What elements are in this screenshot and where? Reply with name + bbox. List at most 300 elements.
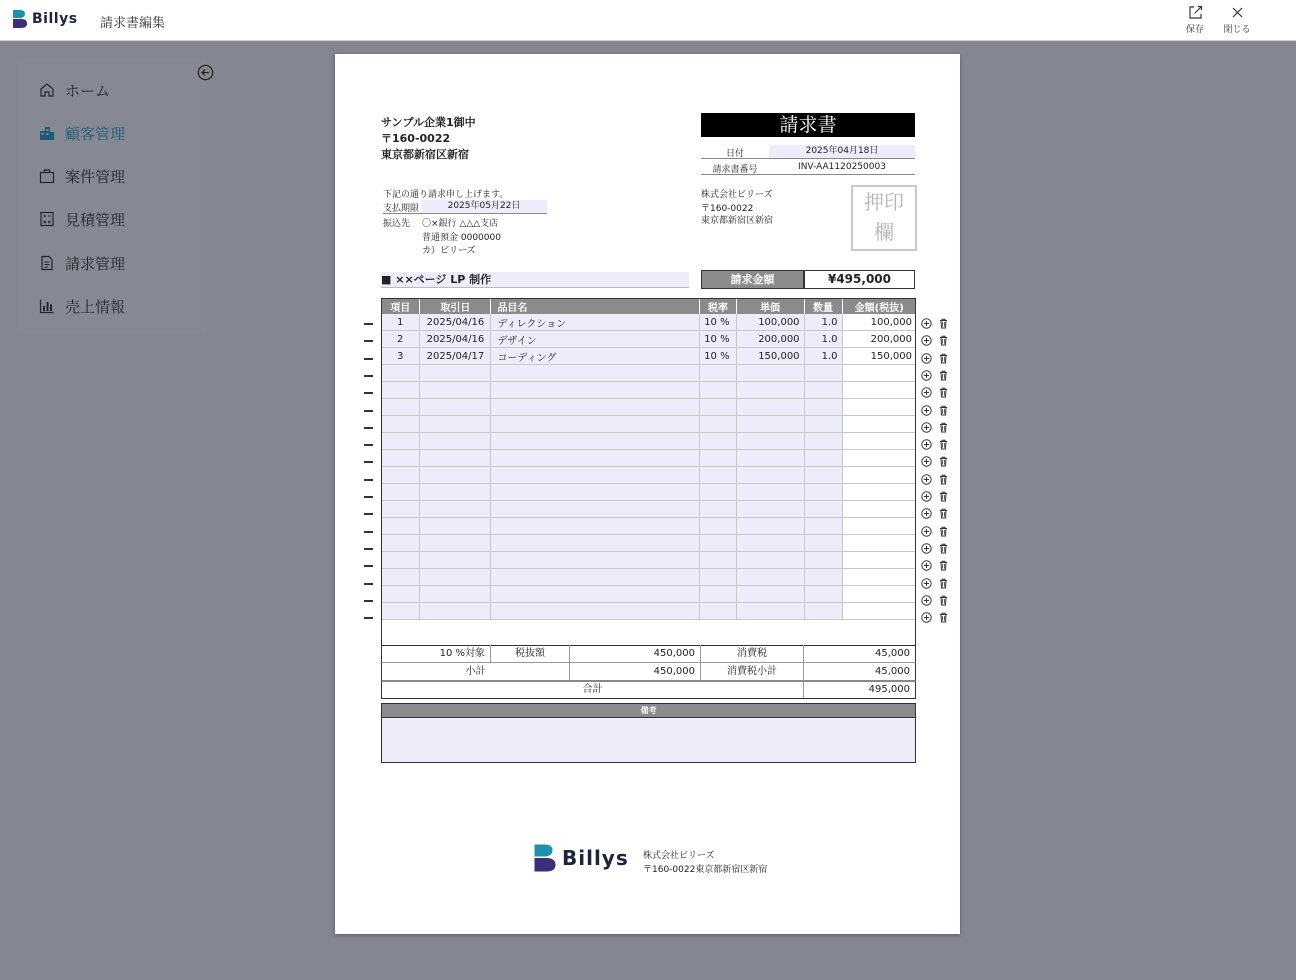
cell-tax[interactable] xyxy=(700,518,736,535)
cell-no[interactable]: 1 xyxy=(381,314,420,331)
table-row xyxy=(381,501,916,518)
cell-name[interactable] xyxy=(491,467,700,484)
cell-price[interactable] xyxy=(736,586,804,603)
footer-company: 株式会社ビリーズ xyxy=(643,851,715,861)
footer-address: 〒160-0022東京都新宿区新宿 xyxy=(643,865,768,875)
grand-total-label: 合計 xyxy=(382,682,804,698)
grand-total-value: 495,000 xyxy=(868,684,910,695)
row-actions xyxy=(921,335,949,346)
cell-date[interactable] xyxy=(420,450,491,467)
row-actions xyxy=(921,439,949,450)
add-row-icon[interactable] xyxy=(921,318,932,329)
cell-tax[interactable]: 10 % xyxy=(700,348,736,365)
bank-name: 〇×銀行 xyxy=(422,219,457,229)
row-actions xyxy=(921,474,949,485)
trash-icon[interactable] xyxy=(938,612,949,623)
table-row xyxy=(381,552,916,569)
close-button[interactable] xyxy=(1217,5,1257,35)
notes-field[interactable] xyxy=(382,717,915,762)
row-actions xyxy=(921,578,949,589)
subject-field[interactable]: ■ ××ページ LP 制作 xyxy=(381,272,689,288)
cell-date[interactable] xyxy=(420,399,491,416)
cell-date[interactable] xyxy=(420,382,491,399)
bank-line-1[interactable] xyxy=(422,216,498,229)
cell-no[interactable] xyxy=(381,603,420,620)
cell-price[interactable] xyxy=(736,535,804,552)
cell-amount[interactable] xyxy=(842,433,916,450)
cell-amount[interactable] xyxy=(842,416,916,433)
due-date-label: 支払期限 xyxy=(383,204,420,214)
add-row-icon[interactable] xyxy=(921,543,932,554)
bar-chart-icon xyxy=(39,298,55,314)
add-row-icon[interactable] xyxy=(921,439,932,450)
cell-qty[interactable] xyxy=(804,450,842,467)
trash-icon[interactable] xyxy=(938,387,949,398)
cell-no[interactable] xyxy=(381,467,420,484)
sidebar-item-label: 見積管理 xyxy=(65,210,126,229)
cell-name[interactable] xyxy=(491,484,700,501)
cell-tax[interactable] xyxy=(700,467,736,484)
cell-no[interactable] xyxy=(381,569,420,586)
sidebar-item-label: 案件管理 xyxy=(65,167,126,186)
cell-no[interactable] xyxy=(381,518,420,535)
remove-row-handle[interactable] xyxy=(364,479,373,481)
cell-date[interactable] xyxy=(420,433,491,450)
cell-price[interactable] xyxy=(736,433,804,450)
invoice-title: 請求書 xyxy=(701,113,915,137)
cell-tax[interactable]: 10 % xyxy=(700,331,736,348)
cell-amount[interactable] xyxy=(842,484,916,501)
remove-row-handle[interactable] xyxy=(364,531,373,533)
cell-name[interactable] xyxy=(491,399,700,416)
trash-icon[interactable] xyxy=(938,491,949,502)
cell-date[interactable] xyxy=(420,467,491,484)
add-row-icon[interactable] xyxy=(921,456,932,467)
cell-no[interactable] xyxy=(381,365,420,382)
brand-name: Billys xyxy=(32,11,78,27)
sidebar-item-label: ホーム xyxy=(65,81,111,100)
stamp-label-2: 欄 xyxy=(874,220,894,244)
cell-amount[interactable] xyxy=(842,450,916,467)
remove-row-handle[interactable] xyxy=(364,583,373,585)
cell-qty[interactable] xyxy=(804,416,842,433)
cell-name[interactable] xyxy=(491,569,700,586)
bank-label: 振込先 xyxy=(383,219,411,229)
row-actions xyxy=(921,595,949,606)
tax-target-label: 10 %対象 xyxy=(382,645,491,662)
row-actions xyxy=(921,318,949,329)
tax-subtotal-value: 45,000 xyxy=(875,666,910,677)
arrow-left-circle-icon xyxy=(197,64,214,81)
recipient-name[interactable]: サンプル企業1御中 xyxy=(381,116,476,129)
remove-row-handle[interactable] xyxy=(364,410,373,412)
add-row-icon[interactable] xyxy=(921,353,932,364)
line-items-table xyxy=(381,298,916,620)
cell-no[interactable] xyxy=(381,535,420,552)
page-title: 請求書編集 xyxy=(100,16,166,31)
cell-qty[interactable] xyxy=(804,501,842,518)
cell-name[interactable] xyxy=(491,450,700,467)
cell-name[interactable] xyxy=(491,433,700,450)
calculator-icon xyxy=(39,211,55,227)
cell-tax[interactable] xyxy=(700,501,736,518)
table-header-row xyxy=(381,298,916,314)
cell-no[interactable] xyxy=(381,416,420,433)
document-icon xyxy=(39,255,55,271)
cell-qty[interactable] xyxy=(804,365,842,382)
trash-icon[interactable] xyxy=(938,474,949,485)
cell-qty[interactable] xyxy=(804,467,842,484)
cell-no[interactable] xyxy=(381,501,420,518)
remove-row-handle[interactable] xyxy=(364,358,373,360)
cell-date[interactable] xyxy=(420,484,491,501)
cell-qty[interactable] xyxy=(804,569,842,586)
cell-amount[interactable] xyxy=(842,603,916,620)
cell-name[interactable]: デザイン xyxy=(491,331,700,348)
table-row xyxy=(381,603,916,620)
edit-square-icon xyxy=(1188,5,1203,20)
cell-date[interactable] xyxy=(420,416,491,433)
date-label: 日付 xyxy=(725,149,744,159)
trash-icon[interactable] xyxy=(938,456,949,467)
cell-tax[interactable] xyxy=(700,365,736,382)
trash-icon[interactable] xyxy=(938,543,949,554)
remove-row-handle[interactable] xyxy=(364,600,373,602)
cell-amount[interactable] xyxy=(842,399,916,416)
column-header: 金額(税抜) xyxy=(842,298,916,314)
close-label: 閉じる xyxy=(1223,25,1251,35)
pretax-label: 税抜額 xyxy=(491,645,570,662)
trash-icon[interactable] xyxy=(938,370,949,381)
sidebar xyxy=(19,58,207,335)
cell-date[interactable] xyxy=(420,569,491,586)
cell-qty[interactable] xyxy=(804,603,842,620)
table-row xyxy=(381,365,916,382)
cell-price[interactable] xyxy=(736,365,804,382)
cell-tax[interactable] xyxy=(700,433,736,450)
cell-tax[interactable] xyxy=(700,552,736,569)
due-date-field[interactable]: 2025年05月22日 xyxy=(421,200,547,213)
invoice-number-row xyxy=(701,161,915,175)
cell-amount[interactable] xyxy=(842,535,916,552)
add-row-icon[interactable] xyxy=(921,508,932,519)
buildings-icon xyxy=(39,125,55,141)
intro-text: 下記の通り請求申し上げます。 xyxy=(383,190,509,200)
cell-no[interactable] xyxy=(381,586,420,603)
table-row xyxy=(381,484,916,501)
cell-amount[interactable] xyxy=(842,365,916,382)
add-row-icon[interactable] xyxy=(921,612,932,623)
cell-qty[interactable] xyxy=(804,535,842,552)
cell-qty[interactable] xyxy=(804,399,842,416)
remove-row-handle[interactable] xyxy=(364,340,373,342)
cell-no[interactable] xyxy=(381,552,420,569)
trash-icon[interactable] xyxy=(938,508,949,519)
column-header: 税率 xyxy=(700,298,736,314)
bank-line-3[interactable]: カ）ビリーズ xyxy=(422,246,476,256)
table-row xyxy=(381,314,916,331)
trash-icon[interactable] xyxy=(938,318,949,329)
cell-qty[interactable] xyxy=(804,382,842,399)
row-actions xyxy=(921,387,949,398)
cell-tax[interactable] xyxy=(700,382,736,399)
column-header: 数量 xyxy=(804,298,842,314)
cell-qty[interactable]: 1.0 xyxy=(804,331,842,348)
home-icon xyxy=(39,82,55,98)
add-row-icon[interactable] xyxy=(921,387,932,398)
cell-name[interactable]: ディレクション xyxy=(491,314,700,331)
cell-qty[interactable] xyxy=(804,552,842,569)
briefcase-icon xyxy=(39,168,55,184)
cell-no[interactable] xyxy=(381,433,420,450)
add-row-icon[interactable] xyxy=(921,560,932,571)
table-row xyxy=(381,586,916,603)
cell-price[interactable] xyxy=(736,450,804,467)
sidebar-item-projects[interactable] xyxy=(39,165,125,187)
cell-no[interactable] xyxy=(381,450,420,467)
column-header: 項目 xyxy=(381,298,420,314)
row-actions xyxy=(921,612,949,623)
cell-date[interactable] xyxy=(420,586,491,603)
row-actions xyxy=(921,543,949,554)
remove-row-handle[interactable] xyxy=(364,461,373,463)
add-row-icon[interactable] xyxy=(921,422,932,433)
invoice-document xyxy=(335,54,960,934)
cell-name[interactable] xyxy=(491,501,700,518)
issuer-address: 東京都新宿区新宿 xyxy=(701,216,774,226)
cell-no[interactable] xyxy=(381,382,420,399)
notes-section xyxy=(381,703,916,763)
add-row-icon[interactable] xyxy=(921,578,932,589)
cell-qty[interactable] xyxy=(804,586,842,603)
trash-icon[interactable] xyxy=(938,560,949,571)
cell-price[interactable]: 200,000 xyxy=(736,331,804,348)
add-row-icon[interactable] xyxy=(921,526,932,537)
remove-row-handle[interactable] xyxy=(364,617,373,619)
cell-name[interactable] xyxy=(491,552,700,569)
remove-row-handle[interactable] xyxy=(364,548,373,550)
cell-date[interactable]: 2025/04/16 xyxy=(420,314,491,331)
row-actions xyxy=(921,508,949,519)
cell-amount[interactable] xyxy=(842,518,916,535)
tax-value: 45,000 xyxy=(875,648,910,659)
cell-amount[interactable] xyxy=(842,382,916,399)
tax-label: 消費税 xyxy=(701,645,804,662)
trash-icon[interactable] xyxy=(938,353,949,364)
cell-name[interactable] xyxy=(491,603,700,620)
cell-qty[interactable] xyxy=(804,433,842,450)
add-row-icon[interactable] xyxy=(921,405,932,416)
add-row-icon[interactable] xyxy=(921,595,932,606)
cell-price[interactable] xyxy=(736,382,804,399)
recipient-postal[interactable]: 〒160-0022 xyxy=(381,132,451,145)
footer-brand-name: Billys xyxy=(562,846,629,870)
row-actions xyxy=(921,560,949,571)
cell-price[interactable] xyxy=(736,518,804,535)
table-row xyxy=(381,433,916,450)
cell-date[interactable] xyxy=(420,365,491,382)
cell-date[interactable] xyxy=(420,603,491,620)
pretax-value: 450,000 xyxy=(570,645,701,662)
trash-icon[interactable] xyxy=(938,595,949,606)
table-row xyxy=(381,569,916,586)
billys-logo-icon xyxy=(533,843,557,873)
cell-tax[interactable] xyxy=(700,586,736,603)
cell-name[interactable] xyxy=(491,535,700,552)
trash-icon[interactable] xyxy=(938,578,949,589)
cell-name[interactable] xyxy=(491,518,700,535)
sidebar-item-estimates[interactable] xyxy=(39,208,125,230)
total-amount-value: ¥495,000 xyxy=(804,270,915,289)
cell-tax[interactable] xyxy=(700,450,736,467)
cell-price[interactable] xyxy=(736,416,804,433)
add-row-icon[interactable] xyxy=(921,335,932,346)
cell-date[interactable] xyxy=(420,552,491,569)
remove-row-handle[interactable] xyxy=(364,444,373,446)
table-row xyxy=(381,518,916,535)
sidebar-item-invoices[interactable] xyxy=(39,252,125,274)
cell-name[interactable] xyxy=(491,365,700,382)
total-amount-label: 請求金額 xyxy=(701,270,804,289)
cell-amount[interactable] xyxy=(842,552,916,569)
cell-name[interactable]: コーディング xyxy=(491,348,700,365)
table-row xyxy=(381,348,916,365)
cell-amount[interactable] xyxy=(842,467,916,484)
date-field[interactable]: 2025年04月18日 xyxy=(769,145,915,158)
cell-no[interactable]: 2 xyxy=(381,331,420,348)
cell-qty[interactable]: 1.0 xyxy=(804,348,842,365)
cell-price[interactable] xyxy=(736,552,804,569)
cell-tax[interactable] xyxy=(700,535,736,552)
stamp-label-1: 押印 xyxy=(864,190,904,214)
recipient-address[interactable]: 東京都新宿区新宿 xyxy=(381,148,469,161)
row-actions xyxy=(921,353,949,364)
tax-subtotal-label: 消費税小計 xyxy=(701,663,804,680)
subtotal-value: 450,000 xyxy=(570,663,701,680)
cell-price[interactable]: 150,000 xyxy=(736,348,804,365)
sidebar-item-customers[interactable] xyxy=(39,122,125,144)
cell-tax[interactable] xyxy=(700,416,736,433)
cell-date[interactable] xyxy=(420,535,491,552)
trash-icon[interactable] xyxy=(938,439,949,450)
cell-amount[interactable] xyxy=(842,501,916,518)
summary-row-tax-target xyxy=(381,645,916,663)
notes-header: 備考 xyxy=(382,704,915,717)
cell-no[interactable]: 3 xyxy=(381,348,420,365)
sidebar-item-sales[interactable] xyxy=(39,295,125,317)
sidebar-item-label: 請求管理 xyxy=(65,254,126,273)
add-row-icon[interactable] xyxy=(921,491,932,502)
cell-price[interactable]: 100,000 xyxy=(736,314,804,331)
cell-amount[interactable] xyxy=(842,586,916,603)
cell-no[interactable] xyxy=(381,484,420,501)
cell-tax[interactable] xyxy=(700,603,736,620)
date-row xyxy=(701,145,915,159)
cell-no[interactable] xyxy=(381,399,420,416)
cell-qty[interactable] xyxy=(804,484,842,501)
column-header: 単価 xyxy=(736,298,804,314)
cell-price[interactable] xyxy=(736,484,804,501)
cell-amount[interactable] xyxy=(842,569,916,586)
remove-row-handle[interactable] xyxy=(364,513,373,515)
row-actions xyxy=(921,526,949,537)
cell-tax[interactable] xyxy=(700,399,736,416)
cell-amount[interactable]: 100,000 xyxy=(842,314,916,331)
remove-row-handle[interactable] xyxy=(364,375,373,377)
cell-name[interactable] xyxy=(491,586,700,603)
cell-price[interactable] xyxy=(736,569,804,586)
cell-date[interactable] xyxy=(420,501,491,518)
invoice-number-value: INV-AA1120250003 xyxy=(798,162,886,172)
remove-row-handle[interactable] xyxy=(364,323,373,325)
trash-icon[interactable] xyxy=(938,405,949,416)
cell-tax[interactable]: 10 % xyxy=(700,314,736,331)
bank-branch: △△△支店 xyxy=(459,219,499,229)
subtotal-label: 小計 xyxy=(382,663,570,680)
cell-date[interactable]: 2025/04/17 xyxy=(420,348,491,365)
add-row-icon[interactable] xyxy=(921,370,932,381)
cell-price[interactable] xyxy=(736,501,804,518)
cell-amount[interactable]: 150,000 xyxy=(842,348,916,365)
due-date-row xyxy=(383,200,547,214)
sidebar-item-label: 売上情報 xyxy=(65,297,126,316)
table-row xyxy=(381,416,916,433)
trash-icon[interactable] xyxy=(938,335,949,346)
row-actions xyxy=(921,405,949,416)
remove-row-handle[interactable] xyxy=(364,392,373,394)
brand-logo[interactable] xyxy=(12,9,78,29)
remove-row-handle[interactable] xyxy=(364,565,373,567)
billys-logo-icon xyxy=(12,9,28,29)
remove-row-handle[interactable] xyxy=(364,496,373,498)
table-row xyxy=(381,382,916,399)
cell-name[interactable] xyxy=(491,416,700,433)
invoice-number-label: 請求書番号 xyxy=(712,165,758,175)
remove-row-handle[interactable] xyxy=(364,427,373,429)
footer-brand-logo xyxy=(533,843,629,873)
row-actions xyxy=(921,491,949,502)
cell-name[interactable] xyxy=(491,382,700,399)
column-header: 品目名 xyxy=(491,298,700,314)
cell-price[interactable] xyxy=(736,399,804,416)
cell-qty[interactable]: 1.0 xyxy=(804,314,842,331)
trash-icon[interactable] xyxy=(938,526,949,537)
cell-date[interactable] xyxy=(420,518,491,535)
cell-price[interactable] xyxy=(736,467,804,484)
issuer-postal: 〒160-0022 xyxy=(701,204,754,214)
table-row xyxy=(381,467,916,484)
sidebar-item-label: 顧客管理 xyxy=(65,124,126,143)
cell-date[interactable]: 2025/04/16 xyxy=(420,331,491,348)
cell-price[interactable] xyxy=(736,603,804,620)
summary-row-subtotal xyxy=(381,663,916,682)
add-row-icon[interactable] xyxy=(921,474,932,485)
table-row xyxy=(381,450,916,467)
close-icon xyxy=(1230,5,1245,20)
bank-line-2[interactable]: 普通預金 0000000 xyxy=(422,233,501,243)
table-row xyxy=(381,331,916,348)
cell-amount[interactable]: 200,000 xyxy=(842,331,916,348)
cell-qty[interactable] xyxy=(804,518,842,535)
cell-tax[interactable] xyxy=(700,569,736,586)
collapse-sidebar-button[interactable] xyxy=(197,64,214,85)
row-actions xyxy=(921,456,949,467)
save-label: 保存 xyxy=(1185,25,1204,35)
trash-icon[interactable] xyxy=(938,422,949,433)
sidebar-item-home[interactable] xyxy=(39,79,110,101)
save-button[interactable] xyxy=(1175,5,1215,35)
cell-tax[interactable] xyxy=(700,484,736,501)
